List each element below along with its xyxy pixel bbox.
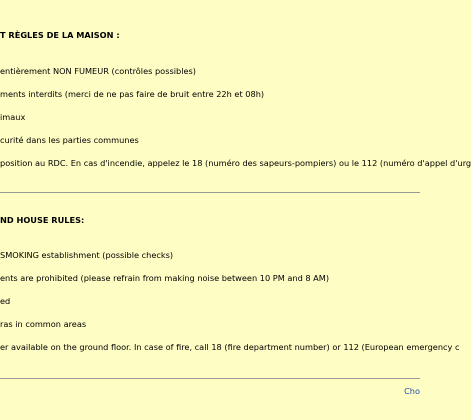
rule-item: position au RDC. En cas d'incendie, appelez le 18 (numéro des sapeurs-pompiers) ou le 112 (numéro d'appel d'urg: [0, 158, 471, 168]
rule-item: SMOKING establishment (possible checks): [0, 250, 174, 260]
rule-item: ras in common areas: [0, 319, 87, 329]
section-divider: [0, 192, 420, 193]
rule-item: imaux: [0, 112, 26, 122]
house-rules-heading-fr: T RÈGLES DE LA MAISON :: [0, 30, 120, 40]
section-divider: [0, 378, 420, 379]
rule-item: ents are prohibited (please refrain from making noise between 10 PM and 8 AM): [0, 273, 330, 283]
rule-item: entièrement NON FUMEUR (contrôles possibles): [0, 66, 196, 76]
rule-item: curité dans les parties communes: [0, 135, 139, 145]
house-rules-heading-en: ND HOUSE RULES:: [0, 215, 85, 225]
footer-link[interactable]: Cho: [404, 386, 420, 396]
rule-item: er available on the ground floor. In case of fire, call 18 (fire department number) or 112 (European emergency c: [0, 342, 460, 352]
rule-item: ments interdits (merci de ne pas faire de bruit entre 22h et 08h): [0, 89, 265, 99]
rule-item: ed: [0, 296, 11, 306]
